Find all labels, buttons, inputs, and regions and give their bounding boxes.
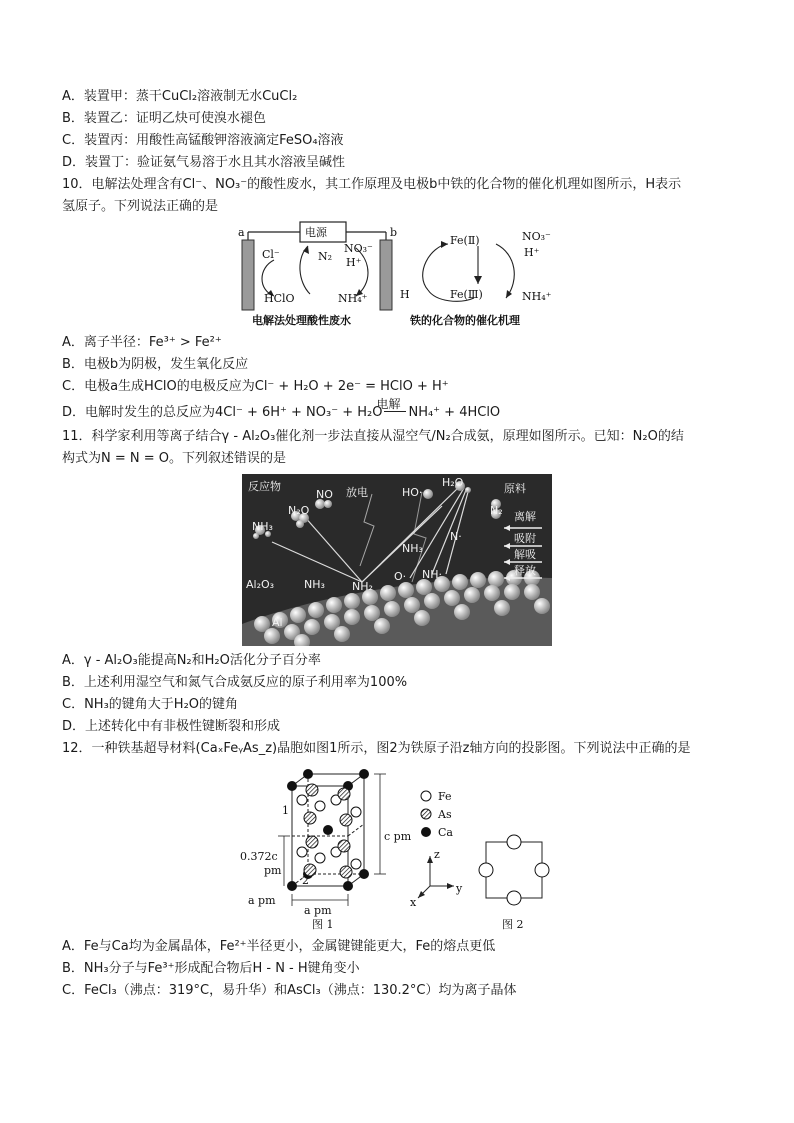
atom-label-2: 2 xyxy=(302,874,309,887)
height-dimension: 0.372c xyxy=(240,850,278,863)
q10-option-b: B．电极b为阴极，发生氧化反应 xyxy=(62,357,249,372)
fe3-label: Fe(Ⅲ) xyxy=(450,288,483,301)
q11-option-b: B．上述利用湿空气和氮气合成氨反应的原子利用率为100% xyxy=(62,675,408,690)
projection-square xyxy=(486,842,542,898)
power-label: 电源 xyxy=(305,226,327,239)
q9-option-c: C．装置丙：用酸性高锰酸钾溶液滴定FeSO₄溶液 xyxy=(62,133,344,148)
q11-figure xyxy=(242,474,552,646)
q12-crystal-diagram xyxy=(240,760,560,930)
chloride-label: Cl⁻ xyxy=(262,248,280,261)
q12-figure xyxy=(240,760,560,930)
q9-option-a: A．装置甲：蒸干CuCl₂溶液制无水CuCl₂ xyxy=(62,89,298,104)
n2-label: N₂ xyxy=(318,250,333,263)
q10-stem-line2: 氢原子。下列说法正确的是 xyxy=(62,199,219,214)
height-unit: pm xyxy=(264,864,282,877)
q10-figure xyxy=(238,218,558,330)
label-discharge: 放电 xyxy=(346,486,368,499)
caption-catalysis: 铁的化合物的催化机理 xyxy=(410,314,520,327)
label-adsorb: 吸附 xyxy=(514,532,536,545)
h-atom-label: H xyxy=(400,288,410,301)
label-h2o: H₂O xyxy=(442,476,464,489)
label-nh3-a: NH₃ xyxy=(252,520,273,533)
legend-fe: Fe xyxy=(438,790,452,803)
q10-stem-line1: 10．电解法处理含有Cl⁻、NO₃⁻的酸性废水，其工作原理及电极b中铁的化合物的催化机理如图所示，H表示 xyxy=(62,177,682,192)
a-dimension-bottom: a pm xyxy=(304,904,332,917)
q9-option-b: B．装置乙：证明乙炔可使溴水褪色 xyxy=(62,111,266,126)
label-material: 原料 xyxy=(504,482,526,495)
nitrate-b-label: NO₃⁻ xyxy=(522,230,551,243)
electrode-b xyxy=(380,240,392,310)
axis-y: y xyxy=(456,882,463,895)
q10-option-d-post: NH₄⁺ + 4HClO xyxy=(408,405,501,420)
label-dissociate: 离解 xyxy=(514,510,536,523)
electrode-a-label: a xyxy=(238,226,245,239)
label-o: O· xyxy=(394,570,407,583)
q9-option-d: D．装置丁：验证氨气易溶于水且其水溶液呈碱性 xyxy=(62,155,346,170)
nitrate-label: NO₃⁻ xyxy=(344,242,373,255)
label-no: NO xyxy=(316,488,333,501)
q10-diagram xyxy=(238,218,558,330)
q10-option-d-pre: D．电解时发生的总反应为4Cl⁻ + 6H⁺ + NO₃⁻ + H₂O xyxy=(62,405,383,420)
hclo-label: HClO xyxy=(264,292,295,305)
q11-option-d: D．上述转化中有非极性键断裂和形成 xyxy=(62,719,281,734)
q11-option-c: C．NH₃的键角大于H₂O的键角 xyxy=(62,697,239,712)
label-n2: N₂ xyxy=(490,504,503,517)
label-ho: HO· xyxy=(402,486,423,499)
q12-option-b: B．NH₃分子与Fe³⁺形成配合物后H - N - H键角变小 xyxy=(62,961,360,976)
label-nh2: NH₂ xyxy=(352,580,373,593)
hplus-b-label: H⁺ xyxy=(524,246,540,259)
label-nh3-c: NH₃ xyxy=(402,542,423,555)
hplus-label: H⁺ xyxy=(346,256,362,269)
c-dimension: c pm xyxy=(384,830,412,843)
q10-option-d xyxy=(62,397,501,422)
fe2-label: Fe(Ⅱ) xyxy=(450,234,480,247)
ammonium-b-label: NH₄⁺ xyxy=(522,290,552,303)
q10-option-a: A．离子半径：Fe³⁺ > Fe²⁺ xyxy=(62,335,222,350)
electrode-b-label: b xyxy=(390,226,398,239)
electrolysis-condition: 电解 xyxy=(376,397,401,411)
q10-option-c: C．电极a生成HClO的电极反应为Cl⁻ + H₂O + 2e⁻ = HClO + H⁺ xyxy=(62,379,449,394)
ammonium-label: NH₄⁺ xyxy=(338,292,368,305)
q11-stem-line1: 11．科学家利用等离子结合γ - Al₂O₃催化剂一步法直接从湿空气/N₂合成氨，原理如图所示。已知：N₂O的结 xyxy=(62,429,684,444)
legend-as: As xyxy=(438,808,452,821)
q11-diagram xyxy=(242,474,552,646)
label-desorb: 解吸 xyxy=(514,548,536,561)
a-dimension-side: a pm xyxy=(248,894,276,907)
q11-stem-line2: 构式为N = N = O。下列叙述错误的是 xyxy=(62,451,286,466)
label-al: Al xyxy=(272,616,283,629)
electrode-a xyxy=(242,240,254,310)
figure-1-caption: 图 1 xyxy=(312,918,334,930)
q12-stem: 12．一种铁基超导材料(CaₓFeᵧAs_z)晶胞如图1所示，图2为铁原子沿z轴方向的投影图。下列说法中正确的是 xyxy=(62,741,691,756)
atom-label-1: 1 xyxy=(282,804,289,817)
axis-z: z xyxy=(434,848,440,861)
caption-electrolysis: 电解法处理酸性废水 xyxy=(252,314,351,327)
label-reactant: 反应物 xyxy=(248,480,281,493)
label-nh3-b: NH₃ xyxy=(304,578,325,591)
label-nh: NH· xyxy=(422,568,442,581)
label-n: N· xyxy=(450,530,462,543)
q12-option-a: A．Fe与Ca均为金属晶体，Fe²⁺半径更小，金属键键能更大，Fe的熔点更低 xyxy=(62,939,496,954)
q11-option-a: A．γ - Al₂O₃能提高N₂和H₂O活化分子百分率 xyxy=(62,653,321,668)
label-al2o3: Al₂O₃ xyxy=(246,578,275,591)
figure-2-caption: 图 2 xyxy=(502,918,524,930)
q12-option-c: C．FeCl₃（沸点：319°C，易升华）和AsCl₃（沸点：130.2°C）均为离子晶体 xyxy=(62,983,517,998)
axes-icon xyxy=(418,856,454,898)
label-release: 释放 xyxy=(514,564,536,577)
label-n2o: N₂O xyxy=(288,504,310,517)
legend-ca: Ca xyxy=(438,826,453,839)
axis-x: x xyxy=(410,896,417,909)
